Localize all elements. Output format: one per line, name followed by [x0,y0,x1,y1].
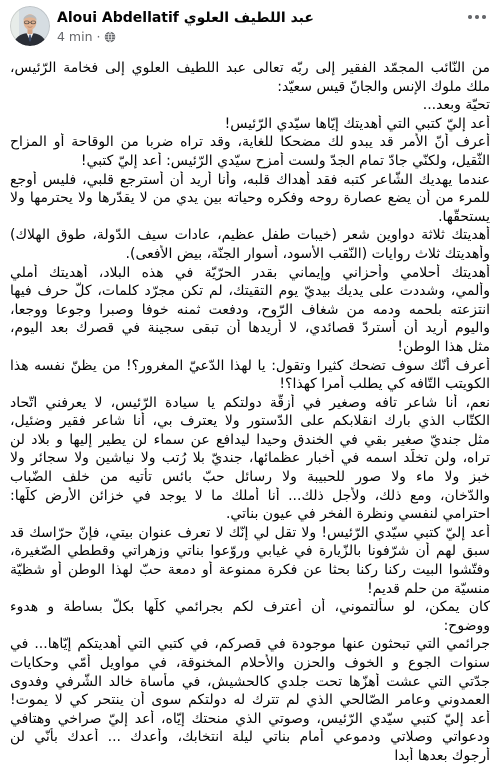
post-text-line: سبق لهم أن شرّفونا بالزّيارة في غيابي وروّعوا بناتي وزهراتي وقططي الصّغيرة، [10,543,490,560]
post-text-line: يستحقّها. [438,208,490,225]
post-text-line: مثل هذا الوطن! [397,338,490,355]
post-paragraph [10,524,490,598]
globe-icon [104,31,116,43]
author-name[interactable]: Aloui Abdellatif عبد اللطيف العلوي [57,10,314,26]
post-text-line: مثل جنديّ صغير بقي في الخندق وحيدا ليدافع عن سماء لن يطير إليها و بلاد لن [10,431,490,448]
post-text-line: احترامي لنفسي ونظرة الفخر في عيون بناتي. [225,506,490,523]
post-text-line: أرجوك بعدها أبدا [394,747,490,764]
post-text-line: العمدوني وعامر الصّالحي الذي لم تترك له دولتكم سوى أن ينتحر كي لا يموت! [10,692,490,709]
post-text-line: وألمي، وشددت على يديك بيديّ يوم التقيتك، لم تكن مجرّد كلمات، كلّ حرف فيها [10,283,490,300]
post-text-line: للمرء من أن يضع عصارة روحه وفكره وحياته بين يدي من لا يقدّرها ولا يحترمها ولا [10,190,490,207]
post-text-line: أهديتك أحلامي وأحزاني وإيماني بقدر الحرّيّة في هذه البلاد، أهديتك أملي [10,264,490,281]
post-text-line: الكويتب التّافه كي يطلب أمرا كهذا؟! [279,376,490,393]
post-body [10,59,490,766]
post-paragraph [10,357,490,394]
post-text-line: عندما يهديك الشّاعر كتبه فقد أهداك قلبه، وأنا أريد أن أسترجع قلبي، فليس أوجع [10,171,490,188]
post-text-line: أعرف أنّك سوف تضحك كثيرا وتقول: يا لهذا الدّعيّ المغرور؟! من يظنّ نفسه هذا [10,357,490,374]
post-text-line: تحيّة وبعد... [422,97,490,114]
post-text-line: جدّتي التي عشت أهزّها تحت جلدي كالحشيش، في مأساة خالد الشّرفي وفدوى [10,673,490,690]
post-paragraph [10,171,490,227]
post-text-line: انتزعته بلحمه ودمه من شغاف الرّوح، ودفعت ثمنه خوفا وصبرا وجوعا ووجعا، [10,301,490,318]
post-text-line: تراه، ولن تخلّد اسمه في أخبار عظمائها، جنديّ بلا رُتب ولا نياشين ولا سجائر ولا [10,450,490,467]
post-text-line: واليوم أريد أن أستردّ قصائدي، لا أريدها أن تبقى سجينة في قصرك بعد اليوم، [10,320,490,337]
post-text-line: الثّقيل، ولكنّي جادّ تمام الجدّ ولست أمزح سيّدي الرّئيس: أعد إليّ كتبي! [80,152,490,169]
post-paragraph [10,59,490,96]
post-paragraph [10,264,490,357]
post-paragraph [10,226,490,263]
post-paragraph [10,635,490,765]
post-text-line: أعد إليّ كتبي سيّدي الرّئيس! ولا تقل لي إنّك لا تعرف عنوان بيتي، فإنّ حرّاسك قد [10,524,490,541]
post-text-line: وفتّشوا البيت ركنا ركنا بحثا عن فكرة ممنوعة أو دمعة حبّ لهذا الوطن أو شظيّة [10,562,490,579]
post-text-line: من النّائب المجمّد الفقير إلى ربّه تعالى عبد اللطيف العلوي إلى فخامة الرّئيس، [10,60,490,76]
post-paragraph [10,96,490,115]
post-text-line: جرائمي التي تبحثون عنها موجودة في قصركم، في كتبي التي أهديتكم إيّاها... في [10,636,490,653]
post-text-line: ودعواتي وصلاتي ودموعي أمام بناتي ليلة انتخابك، وأعدك ... أعدك بأنّي لن [10,729,490,746]
post-text-line: أعد إليّ كتبي سيّدي الرّئيس، وصوتي الذي منحتك إيّاه، أعد إليّ صراخي وهتافي [10,710,490,727]
post-text-line: كان يمكن، لو سألتموني، أن أعترف لكم بجرائمي كلّها بكلّ بساطة و هدوء [10,599,490,616]
post-meta [57,29,116,45]
post-text-line: سنوات الجوع و الخوف والحزن والأحلام المخنوقة، في مواويل أمّي وحكايات [10,655,490,671]
post-text-line: خبز ولا ماء ولا صور للحبيبة ولا رسائل حبّ بائس تأتيه من خلف الضّباب [10,469,490,486]
post-paragraph [10,133,490,170]
post-text-line: الكتّاب الذي بارك انقلابكم على الدّستور ولا يعترف بي، أنا شاعر فقير وضئيل، [10,413,490,430]
post-text-line: أهديتك ثلاثة دواوين شعر (خيبات طفل عظيم، عادات سيف الدّولة، طوق الهلاك) [10,227,490,244]
meta-separator: · [96,29,101,44]
post-text-line: أعرف أنّ الأمر قد يبدو لك مضحكا للغاية، وقد تراه ضربا من الوقاحة أو المزاح [10,134,490,151]
post-timestamp[interactable]: 4 min [57,29,93,44]
post-paragraph [10,394,490,524]
post-text-line: ووضوح: [443,617,490,634]
post-text-line: والدّخان، ومع ذلك، ولأجل ذلك... أنا أملك ما لا يوجد في خزائن الأرض كلّها: [10,487,490,504]
more-options-icon[interactable] [462,6,492,28]
author-avatar[interactable] [10,6,50,46]
post-text-line: أعد إليّ كتبي التي أهديتك إيّاها سيّدي الرّئيس! [224,115,490,132]
post-paragraph [10,598,490,635]
post-text-line: نعم، أنا شاعر تافه وصغير في أزقّة دولتكم يا سيادة الرّئيس، لا يعرفني اتّحاد [10,394,490,411]
post-paragraph [10,115,490,134]
post-text-line: ملك ملوك الإنس والجانّ قيس سعيّد: [277,78,490,95]
author-photo-icon [10,6,50,46]
post-text-line: وأهديتك ثلاث روايات (النّقب الأسود، أسوار الجنّة، بيض الأفعى). [125,245,490,262]
post-text-line: منسيّة من حلم قديم! [367,580,490,597]
